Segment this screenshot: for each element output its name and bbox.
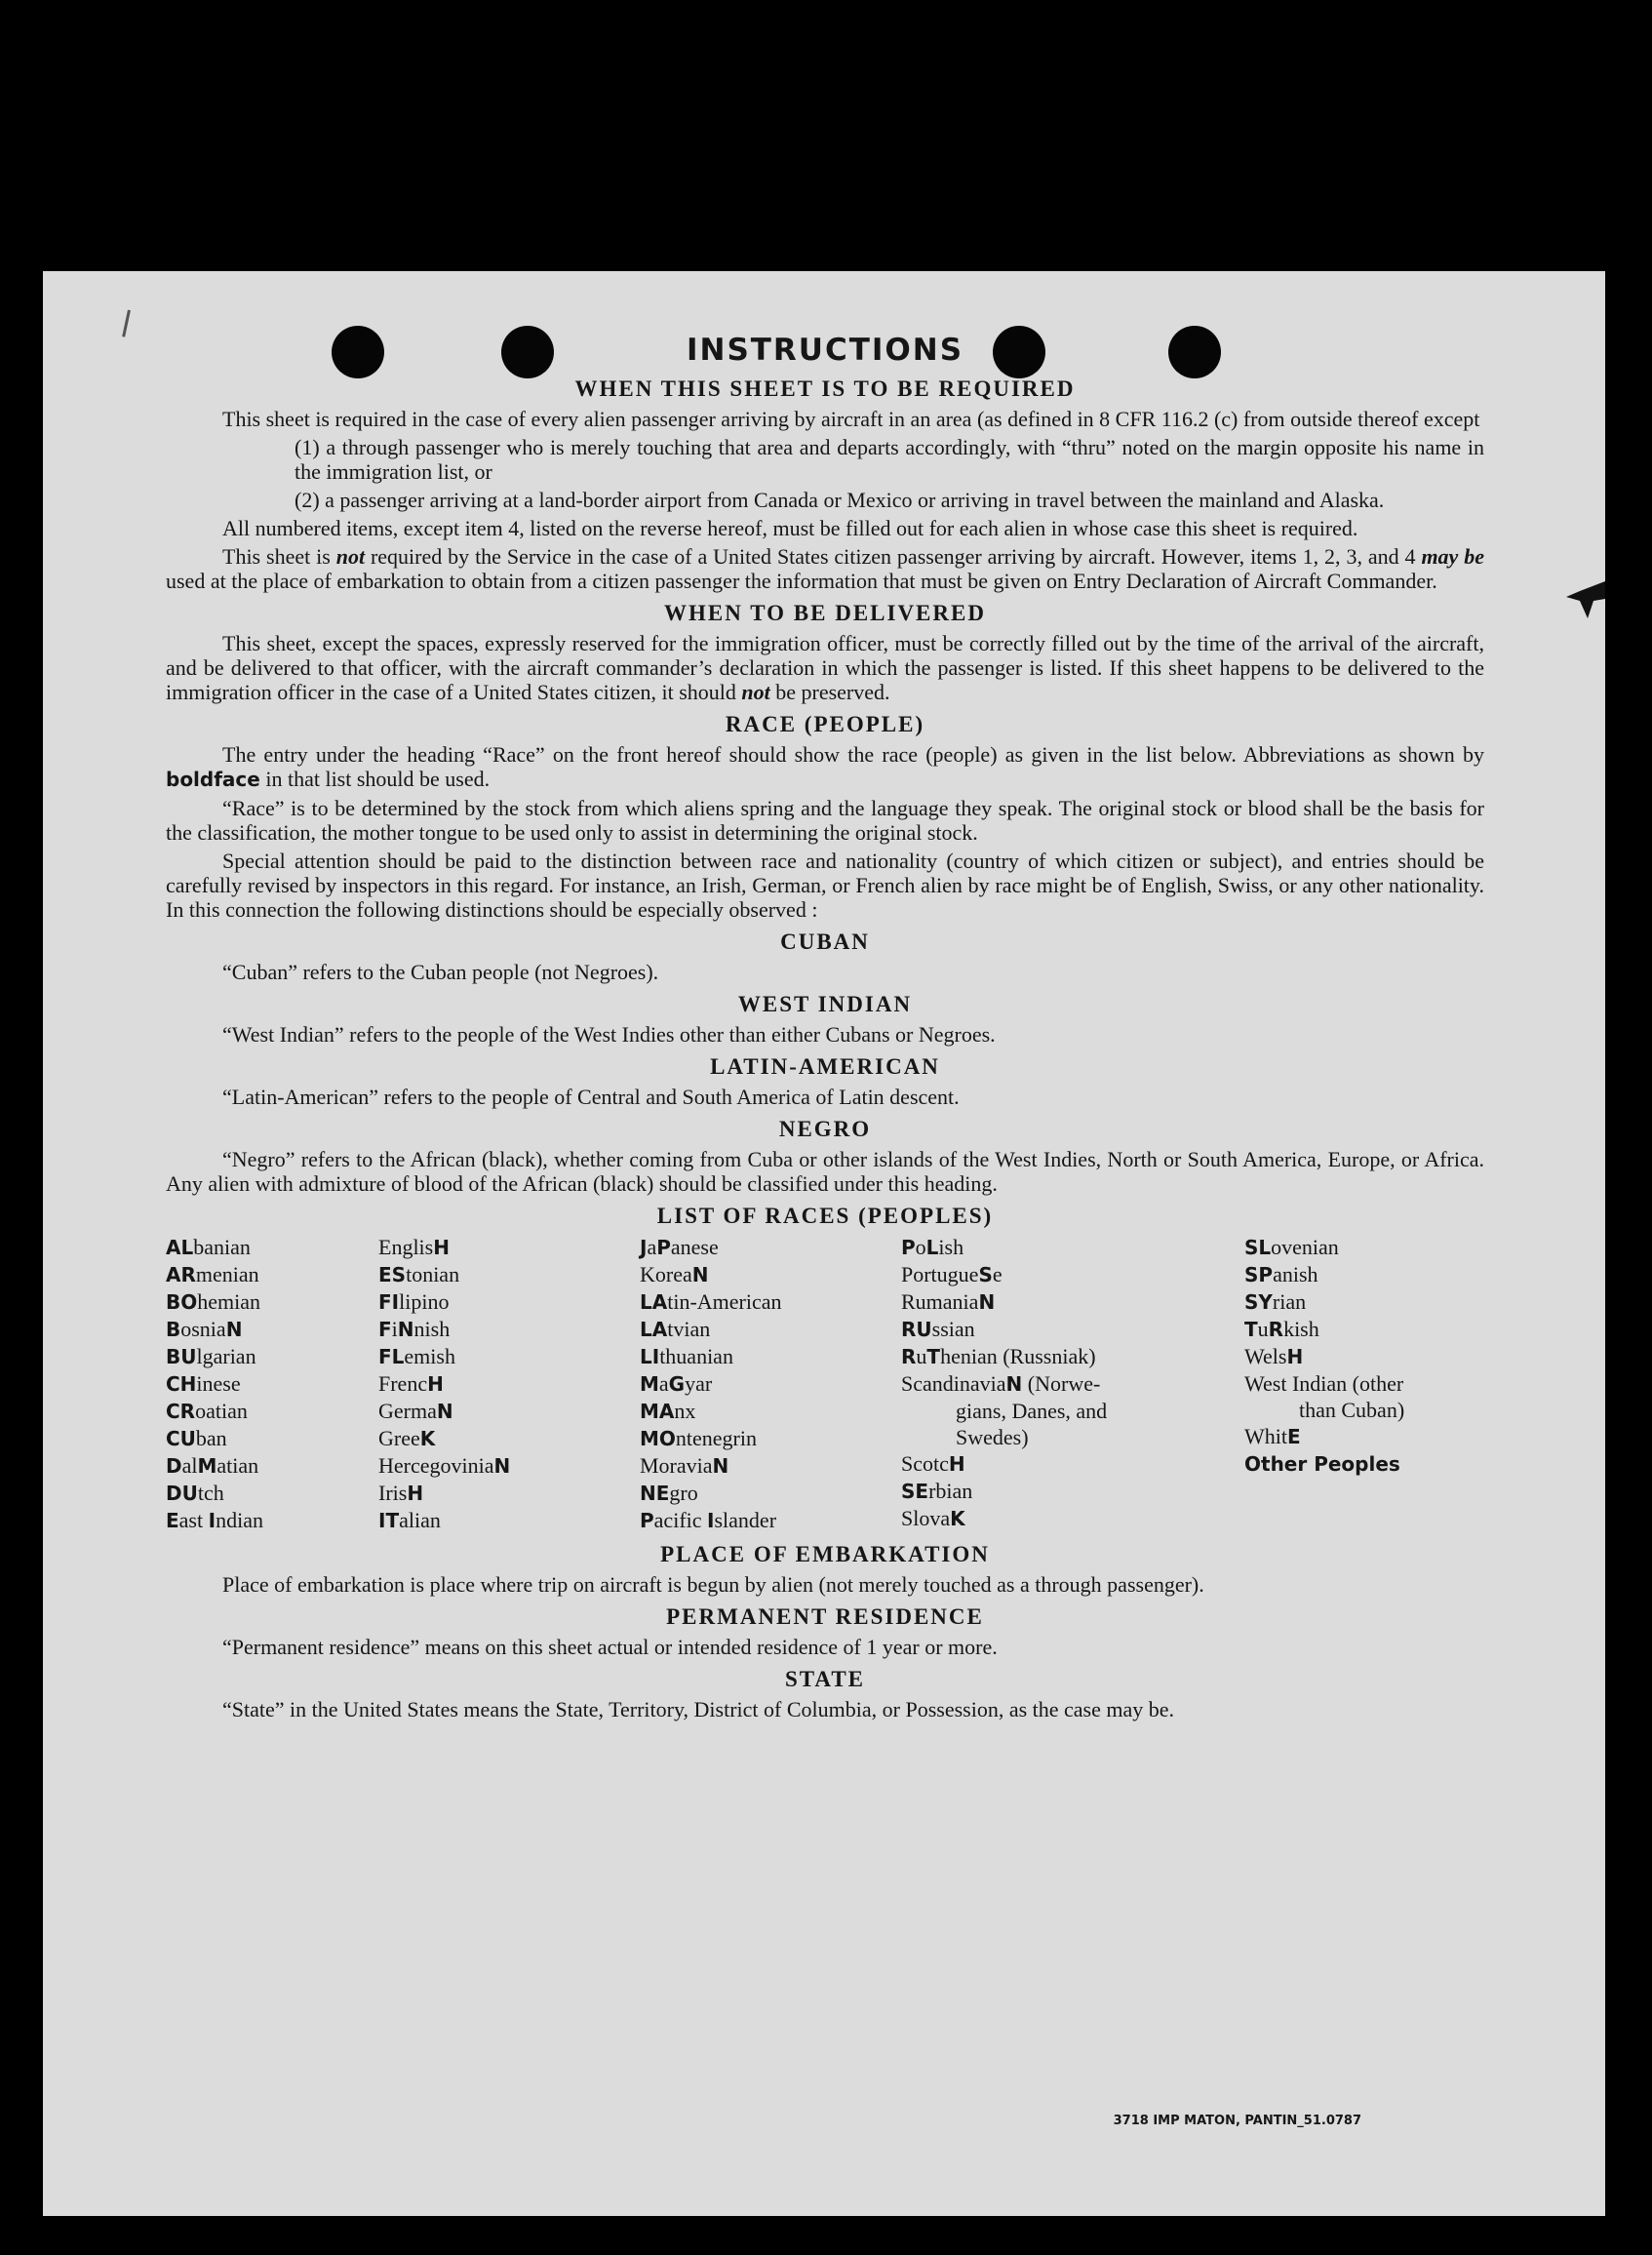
race-entry xyxy=(1244,1234,1484,1261)
race-text: nish xyxy=(413,1317,451,1341)
race-abbreviation: K xyxy=(950,1507,965,1530)
race-text: thuanian xyxy=(659,1344,733,1368)
race-abbreviation: S xyxy=(901,1480,916,1503)
race-entry xyxy=(378,1398,640,1425)
race-text: Korea xyxy=(640,1262,692,1286)
list-item: (2) a passenger arriving at a land-border airport from Canada or Mexico or arriving in travel between the mainland and Alaska. xyxy=(295,488,1385,512)
race-entry xyxy=(166,1288,378,1316)
race-entry xyxy=(901,1234,1244,1261)
heading-when-required: WHEN THIS SHEET IS TO BE REQUIRED xyxy=(574,376,1076,401)
race-entry xyxy=(166,1425,378,1452)
race-entry xyxy=(166,1343,378,1370)
race-text: rbian xyxy=(928,1479,973,1503)
race-text: slander xyxy=(714,1508,777,1532)
race-abbreviation: H xyxy=(427,1372,444,1396)
paragraph: Special attention should be paid to the distinction between race and nationality (country of which citizen or subject), and entries should be carefully revised by inspectors in this regard. For instance, an Irish, German, or French alien by race might be of English, Swiss, or any other nationality. In this connection the following distinctions should be especially observed : xyxy=(166,849,1484,922)
race-abbreviation: M xyxy=(197,1454,217,1478)
race-abbreviation: F xyxy=(378,1318,392,1341)
race-entry xyxy=(640,1234,901,1261)
heading-cuban: CUBAN xyxy=(780,930,870,954)
heading-race: RACE (PEOPLE) xyxy=(725,712,925,736)
race-abbreviation: S xyxy=(978,1263,993,1286)
race-entry xyxy=(640,1398,901,1425)
race-entry xyxy=(901,1505,1244,1532)
race-abbreviation: H xyxy=(948,1452,965,1476)
race-text: tin-American xyxy=(667,1289,782,1314)
race-text: Moravia xyxy=(640,1453,713,1478)
paragraph: “Permanent residence” means on this sheet actual or intended residence of 1 year or more. xyxy=(222,1635,998,1659)
race-text: Germa xyxy=(378,1399,437,1423)
document-page xyxy=(43,271,1605,2216)
race-abbreviation: H xyxy=(1286,1345,1304,1368)
heading-place-of-embarkation: PLACE OF EMBARKATION xyxy=(660,1542,990,1566)
race-text: kish xyxy=(1283,1317,1319,1341)
races-column xyxy=(640,1234,901,1534)
paragraph: “State” in the United States means the State, Territory, District of Columbia, or Possession, as the case may be. xyxy=(222,1697,1175,1721)
race-entry xyxy=(378,1288,640,1316)
race-abbreviation: N xyxy=(225,1318,243,1341)
race-entry xyxy=(378,1425,640,1452)
text-run: The entry under the heading “Race” on the front hereof should show the race (people) as given in the list below. Abbreviations as shown by xyxy=(222,742,1484,767)
race-text: oatian xyxy=(195,1399,248,1423)
race-text: (Norwe- xyxy=(1022,1371,1101,1396)
race-entry xyxy=(1244,1316,1484,1343)
race-entry xyxy=(640,1370,901,1398)
emphasis: may be xyxy=(1421,544,1484,569)
page-tear-mark xyxy=(1547,562,1605,620)
race-entry xyxy=(901,1288,1244,1316)
document-title: INSTRUCTIONS xyxy=(686,333,964,368)
race-text: atian xyxy=(216,1453,259,1478)
paragraph: This sheet is required in the case of every alien passenger arriving by aircraft in an area (as defined in 8 CFR 116.2 (c) from outside thereof except xyxy=(222,407,1480,431)
race-abbreviation: L xyxy=(925,1236,939,1259)
race-text: Scotc xyxy=(901,1451,949,1476)
race-abbreviation: N xyxy=(397,1318,414,1341)
race-abbreviation: M xyxy=(640,1372,659,1396)
race-entry xyxy=(901,1261,1244,1288)
race-abbreviation: B xyxy=(166,1318,181,1341)
race-text: anish xyxy=(1273,1262,1318,1286)
race-text: anese xyxy=(670,1235,719,1259)
text-run: in that list should be used. xyxy=(265,767,491,791)
heading-latin-american: LATIN-AMERICAN xyxy=(710,1054,940,1079)
race-text: hemian xyxy=(197,1289,261,1314)
race-text: acific xyxy=(653,1508,708,1532)
race-text: inese xyxy=(196,1371,241,1396)
races-column xyxy=(378,1234,640,1534)
race-abbreviation: ES xyxy=(378,1263,407,1286)
race-abbreviation: N xyxy=(1005,1372,1023,1396)
race-entry xyxy=(378,1507,640,1534)
race-abbreviation: BO xyxy=(166,1290,198,1314)
race-text: gro xyxy=(669,1481,698,1505)
emphasis: not xyxy=(741,680,770,704)
race-entry xyxy=(166,1316,378,1343)
race-entry xyxy=(166,1261,378,1288)
race-entry xyxy=(378,1234,640,1261)
race-entry xyxy=(901,1316,1244,1343)
text-run: required by the Service in the case of a United States citizen passenger arriving by aircraft. However, items 1, 2, 3, and 4 xyxy=(370,544,1416,569)
race-text: ovenian xyxy=(1271,1235,1339,1259)
race-text: al xyxy=(181,1453,198,1478)
race-text: tonian xyxy=(406,1262,460,1286)
race-abbreviation: NE xyxy=(640,1482,670,1505)
race-text: emish xyxy=(404,1344,455,1368)
race-abbreviation: SP xyxy=(1244,1263,1274,1286)
race-entry: Swedes) xyxy=(956,1425,1029,1449)
paragraph xyxy=(166,742,1484,792)
race-text: rian xyxy=(1272,1289,1307,1314)
race-abbreviation: E xyxy=(915,1480,929,1503)
race-abbreviation: D xyxy=(166,1454,182,1478)
race-text: ntenegrin xyxy=(675,1426,757,1450)
race-abbreviation: H xyxy=(433,1236,450,1259)
race-text: tvian xyxy=(667,1317,711,1341)
race-text: menian xyxy=(195,1262,259,1286)
race-entry xyxy=(166,1507,378,1534)
race-text: lgarian xyxy=(196,1344,256,1368)
race-abbreviation: Other Peoples xyxy=(1244,1452,1400,1476)
paragraph xyxy=(166,544,1484,593)
race-abbreviation: P xyxy=(640,1509,654,1532)
printer-code: 3718 IMP MATON, PANTIN_51.0787 xyxy=(1113,2114,1361,2128)
race-text: osnia xyxy=(180,1317,226,1341)
race-abbreviation: H xyxy=(407,1482,424,1505)
race-text: i xyxy=(391,1317,398,1341)
race-entry xyxy=(640,1343,901,1370)
race-entry xyxy=(378,1452,640,1480)
race-abbreviation: T xyxy=(926,1345,941,1368)
race-abbreviation: FL xyxy=(378,1345,405,1368)
race-abbreviation: LI xyxy=(640,1345,660,1368)
race-text: nx xyxy=(674,1399,696,1423)
race-abbreviation: R xyxy=(901,1345,917,1368)
boldface-word: boldface xyxy=(166,768,260,791)
heading-west-indian: WEST INDIAN xyxy=(737,992,913,1016)
race-text: yar xyxy=(685,1371,713,1396)
paragraph: “Race” is to be determined by the stock from which aliens spring and the language they speak. The original stock or blood shall be the basis for the classification, the mother tongue to be used only to assist in determining the original stock. xyxy=(166,796,1484,845)
race-abbreviation: T xyxy=(1244,1318,1258,1341)
race-text: Whit xyxy=(1244,1424,1287,1448)
race-text: a xyxy=(647,1235,657,1259)
races-column xyxy=(1244,1234,1484,1534)
emphasis: not xyxy=(335,544,366,569)
race-abbreviation: N xyxy=(691,1263,709,1286)
race-entry: than Cuban) xyxy=(1299,1398,1405,1422)
race-entry xyxy=(640,1507,901,1534)
race-abbreviation: E xyxy=(166,1509,179,1532)
race-abbreviation: G xyxy=(668,1372,686,1396)
heading-state: STATE xyxy=(784,1667,865,1691)
race-abbreviation: CU xyxy=(166,1427,196,1450)
paragraph: “Latin-American” refers to the people of Central and South America of Latin descent. xyxy=(222,1085,960,1109)
race-entry xyxy=(1244,1288,1484,1316)
races-table xyxy=(166,1234,1484,1534)
race-text: Portugue xyxy=(901,1262,979,1286)
paragraph: Place of embarkation is place where trip on aircraft is begun by alien (not merely touched as a through passenger). xyxy=(222,1572,1204,1597)
race-entry xyxy=(1244,1343,1484,1370)
race-abbreviation: I xyxy=(208,1509,216,1532)
race-abbreviation: SL xyxy=(1244,1236,1272,1259)
race-entry xyxy=(901,1370,1244,1398)
paragraph: “Negro” refers to the African (black), whether coming from Cuba or other islands of the West Indies, North or South America, Europe, or Africa. Any alien with admixture of blood of the African (black) should be classified under this heading. xyxy=(166,1147,1484,1196)
heading-when-delivered: WHEN TO BE DELIVERED xyxy=(664,601,986,625)
race-text: Rumania xyxy=(901,1289,979,1314)
text-run: This sheet, except the spaces, expressly reserved for the immigration officer, must be correctly filled out by the time of the arrival of the aircraft, and be delivered to that officer, with the aircraft commander’s declaration in which the passenger is listed. If this sheet happens to be delivered to the immigration officer in the case of a United States citizen, it should xyxy=(166,631,1484,704)
text-run: be preserved. xyxy=(775,680,890,704)
race-abbreviation: FI xyxy=(378,1290,400,1314)
paragraph: All numbered items, except item 4, listed on the reverse hereof, must be filled out for each alien in whose case this sheet is required. xyxy=(222,516,1358,540)
race-text: tch xyxy=(197,1481,224,1505)
race-text: a xyxy=(658,1371,669,1396)
heading-permanent-residence: PERMANENT RESIDENCE xyxy=(666,1604,984,1629)
pencil-mark xyxy=(122,310,135,338)
paragraph: “Cuban” refers to the Cuban people (not Negroes). xyxy=(222,960,659,984)
instructions-document xyxy=(166,332,1484,1721)
race-entry xyxy=(166,1480,378,1507)
race-text: henian (Russniak) xyxy=(940,1344,1096,1368)
race-entry xyxy=(640,1316,901,1343)
race-text: banian xyxy=(193,1235,251,1259)
race-entry xyxy=(378,1480,640,1507)
paragraph xyxy=(166,631,1484,704)
race-text: e xyxy=(992,1262,1003,1286)
race-abbreviation: E xyxy=(1287,1425,1301,1448)
race-abbreviation: RU xyxy=(901,1318,932,1341)
heading-list-of-races: LIST OF RACES (PEOPLES) xyxy=(656,1204,994,1228)
race-abbreviation: AL xyxy=(166,1236,194,1259)
race-abbreviation: IT xyxy=(378,1509,400,1532)
race-abbreviation: AR xyxy=(166,1263,196,1286)
race-entry xyxy=(901,1450,1244,1478)
race-entry xyxy=(640,1480,901,1507)
race-text: ndian xyxy=(216,1508,263,1532)
race-text: Wels xyxy=(1244,1344,1287,1368)
race-entry xyxy=(640,1452,901,1480)
race-text: alian xyxy=(399,1508,441,1532)
race-text: u xyxy=(916,1344,927,1368)
race-entry xyxy=(378,1343,640,1370)
race-text: Frenc xyxy=(378,1371,428,1396)
race-abbreviation: P xyxy=(656,1236,671,1259)
races-column xyxy=(166,1234,378,1534)
race-text: ban xyxy=(195,1426,227,1450)
race-abbreviation: I xyxy=(707,1509,715,1532)
race-entry xyxy=(378,1316,640,1343)
race-entry xyxy=(640,1261,901,1288)
race-entry xyxy=(640,1288,901,1316)
race-abbreviation: J xyxy=(640,1236,648,1259)
race-abbreviation: CR xyxy=(166,1400,196,1423)
race-abbreviation: BU xyxy=(166,1345,197,1368)
race-abbreviation: SY xyxy=(1244,1290,1273,1314)
race-abbreviation: K xyxy=(419,1427,436,1450)
race-text: Hercegovinia xyxy=(378,1453,494,1478)
race-text: ast xyxy=(178,1508,209,1532)
race-abbreviation: N xyxy=(978,1290,996,1314)
race-text: ish xyxy=(938,1235,964,1259)
race-entry xyxy=(166,1370,378,1398)
race-entry: gians, Danes, and xyxy=(956,1399,1108,1423)
list-item: (1) a through passenger who is merely touching that area and departs accordingly, with “thru” noted on the margin opposite his name in the immigration list, or xyxy=(295,435,1484,484)
race-abbreviation: R xyxy=(1268,1318,1284,1341)
race-abbreviation: MO xyxy=(640,1427,676,1450)
race-entry xyxy=(1244,1370,1484,1397)
race-abbreviation: LA xyxy=(640,1290,668,1314)
race-entry xyxy=(901,1478,1244,1505)
race-entry xyxy=(166,1398,378,1425)
race-entry xyxy=(1244,1423,1484,1450)
race-entry xyxy=(1244,1450,1484,1478)
race-abbreviation: P xyxy=(901,1236,916,1259)
race-text: Scandinavia xyxy=(901,1371,1006,1396)
race-text: Iris xyxy=(378,1481,408,1505)
race-abbreviation: N xyxy=(712,1454,729,1478)
text-run: used at the place of embarkation to obtain from a citizen passenger the information that must be given on Entry Declaration of Aircraft Commander. xyxy=(166,569,1437,593)
race-abbreviation: N xyxy=(436,1400,453,1423)
race-abbreviation: LA xyxy=(640,1318,668,1341)
race-text: u xyxy=(1257,1317,1269,1341)
race-entry xyxy=(378,1370,640,1398)
race-text: Slova xyxy=(901,1506,951,1530)
race-entry xyxy=(378,1261,640,1288)
race-entry xyxy=(901,1343,1244,1370)
race-entry xyxy=(1244,1261,1484,1288)
race-text: Gree xyxy=(378,1426,420,1450)
race-entry xyxy=(640,1425,901,1452)
race-entry xyxy=(166,1234,378,1261)
race-text: o xyxy=(915,1235,926,1259)
heading-negro: NEGRO xyxy=(778,1117,872,1141)
race-text: ssian xyxy=(931,1317,975,1341)
race-entry xyxy=(166,1452,378,1480)
paragraph: “West Indian” refers to the people of the West Indies other than either Cubans or Negroes. xyxy=(222,1022,996,1047)
text-run: This sheet is xyxy=(222,544,331,569)
race-abbreviation: N xyxy=(493,1454,511,1478)
race-text: lipino xyxy=(399,1289,450,1314)
race-abbreviation: DU xyxy=(166,1482,198,1505)
race-text: West Indian (other xyxy=(1244,1371,1404,1396)
race-text: Englis xyxy=(378,1235,434,1259)
race-abbreviation: MA xyxy=(640,1400,675,1423)
race-abbreviation: CH xyxy=(166,1372,197,1396)
races-column xyxy=(901,1234,1244,1534)
